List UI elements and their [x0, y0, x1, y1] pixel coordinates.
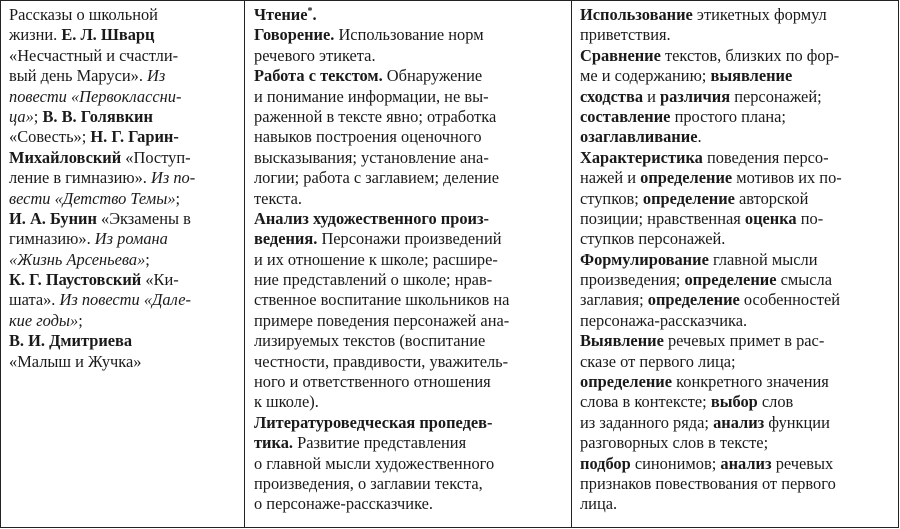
text-line — [580, 413, 892, 433]
text-run: и понимание информации, не вы- — [254, 86, 489, 106]
text-line — [9, 127, 238, 147]
text-run: честности, правдивости, уважитель- — [254, 351, 509, 371]
text-run: примере поведения персонажей ана- — [254, 310, 510, 330]
text-run: определение — [640, 168, 733, 188]
text-run: конкретного значения — [672, 372, 829, 392]
text-run: составление — [580, 106, 671, 126]
text-line — [580, 229, 892, 249]
text-run: Сравнение — [580, 45, 661, 65]
text-line — [254, 107, 565, 127]
text-run: Анализ художественного произ- — [254, 208, 490, 228]
text-run: вый день Маруси». — [9, 66, 148, 86]
text-run: речевого этикета. — [254, 45, 376, 65]
text-run: приветствия. — [580, 25, 671, 45]
text-run: определение — [647, 290, 740, 310]
text-run: определение — [580, 372, 673, 392]
text-run: признаков повествования от первого — [580, 473, 836, 493]
text-run: анализ — [713, 412, 765, 432]
text-run: ление в гимназию». — [9, 168, 152, 188]
text-run: жизни. — [9, 25, 62, 45]
text-run: простого плана; — [670, 106, 786, 126]
text-line — [580, 168, 892, 188]
text-run: К. Г. Паустовский — [9, 270, 142, 290]
text-run: Рассказы о школьной — [9, 5, 158, 24]
text-line — [254, 189, 565, 209]
text-line — [254, 5, 565, 25]
text-run: озаглавливание — [580, 127, 698, 147]
text-run: «Малыш и Жучка» — [9, 351, 142, 371]
text-run: вести «Детство Темы» — [9, 188, 176, 208]
text-run: Характеристика — [580, 147, 703, 167]
text-line — [254, 413, 565, 433]
text-run: сказе от первого лица; — [580, 351, 736, 371]
text-run: речевых — [771, 453, 834, 473]
text-run: определение — [684, 270, 777, 290]
text-run: Выявление — [580, 331, 664, 351]
text-run: «Несчастный и счастли- — [9, 45, 179, 65]
text-run: по- — [796, 208, 824, 228]
activities-column — [571, 1, 898, 527]
content-column — [244, 1, 571, 527]
text-run: к школе). — [254, 392, 319, 412]
text-run: слов — [757, 392, 794, 412]
text-run: Е. Л. Шварц — [61, 25, 155, 45]
text-line — [254, 392, 565, 412]
text-run: анализ — [720, 453, 772, 473]
text-run: выявление — [710, 66, 793, 86]
text-line — [254, 87, 565, 107]
text-line — [254, 454, 565, 474]
text-run: ступков; — [580, 188, 643, 208]
text-line — [580, 5, 892, 25]
text-run: Чтение — [254, 5, 308, 24]
text-line — [254, 494, 565, 514]
text-run: о главной мысли художественного — [254, 453, 495, 473]
text-line — [254, 270, 565, 290]
text-line — [9, 87, 238, 107]
text-line — [9, 25, 238, 45]
text-run: «Поступ- — [121, 147, 191, 167]
text-run: Развитие представления — [292, 433, 467, 453]
text-line — [580, 270, 892, 290]
text-run: ; — [175, 188, 181, 208]
text-run: ца» — [9, 106, 34, 126]
text-run: высказывания; установление ана- — [254, 147, 489, 167]
text-line — [9, 189, 238, 209]
text-run: особенностей — [739, 290, 841, 310]
text-run: В. В. Голявкин — [42, 106, 153, 126]
text-line — [9, 270, 238, 290]
text-run: текста. — [254, 188, 303, 208]
text-line — [9, 66, 238, 86]
text-run: Н. Г. Гарин- — [90, 127, 179, 147]
text-run: главной мысли — [708, 249, 818, 269]
text-line — [580, 474, 892, 494]
text-run: Из романа — [94, 229, 168, 249]
text-line — [580, 290, 892, 310]
text-run: нажей и — [580, 168, 641, 188]
text-run: различия — [660, 86, 731, 106]
text-run: персонажа-рассказчика. — [580, 310, 748, 330]
text-line — [580, 148, 892, 168]
text-run: ние представлений о школе; нрав- — [254, 270, 493, 290]
text-line — [580, 189, 892, 209]
text-run: ; — [33, 106, 43, 126]
text-line — [580, 107, 892, 127]
text-run: текстов, близких по фор- — [660, 45, 840, 65]
text-line — [580, 250, 892, 270]
text-run: определение — [642, 188, 735, 208]
text-run: «Экзамены в — [96, 208, 191, 228]
text-run: поведения персо- — [702, 147, 829, 167]
text-run: ведения. — [254, 229, 318, 249]
text-line — [254, 127, 565, 147]
text-run: сходства — [580, 86, 644, 106]
text-run: «Ки- — [141, 270, 179, 290]
text-run: . — [697, 127, 702, 147]
text-line — [254, 66, 565, 86]
text-run: раженной в тексте явно; отработка — [254, 106, 497, 126]
text-run: позиции; нравственная — [580, 208, 745, 228]
text-run: Литературоведческая пропедев- — [254, 412, 493, 432]
text-line — [580, 46, 892, 66]
text-run: тика. — [254, 433, 293, 453]
text-line — [580, 494, 892, 514]
text-run: о персонаже-рассказчике. — [254, 494, 433, 514]
text-line — [9, 290, 238, 310]
text-line — [580, 433, 892, 453]
text-run: синонимов; — [630, 453, 721, 473]
text-run: Работа с текстом. — [254, 66, 383, 86]
text-run: ного и ответственного отношения — [254, 372, 491, 392]
text-run: подбор — [580, 453, 631, 473]
text-line — [254, 229, 565, 249]
text-line — [9, 168, 238, 188]
text-line — [254, 474, 565, 494]
text-line — [254, 148, 565, 168]
text-run: Из по- — [151, 168, 196, 188]
text-run: заглавия; — [580, 290, 648, 310]
text-run: «Совесть»; — [9, 127, 91, 147]
text-line — [580, 352, 892, 372]
text-run: ственное воспитание школьников на — [254, 290, 510, 310]
text-line — [9, 209, 238, 229]
text-run: ступков персонажей. — [580, 229, 726, 249]
text-run: навыков построения оценочного — [254, 127, 482, 147]
text-run: гимназию». — [9, 229, 95, 249]
text-line — [254, 352, 565, 372]
text-run: Использование норм — [334, 25, 484, 45]
text-line — [9, 311, 238, 331]
text-line — [580, 454, 892, 474]
text-run: Персонажи произведений — [317, 229, 502, 249]
text-run: логии; работа с заглавием; деление — [254, 168, 499, 188]
text-line — [9, 5, 238, 25]
text-line — [254, 433, 565, 453]
text-run: Обнаружение — [382, 66, 483, 86]
text-run: произведения; — [580, 270, 685, 290]
text-run: В. И. Дмитриева — [9, 331, 133, 351]
text-run: и их отношение к школе; расшире- — [254, 249, 498, 269]
text-run: выбор — [710, 392, 758, 412]
text-run: из заданного ряда; — [580, 412, 714, 432]
text-line — [254, 311, 565, 331]
text-run: Из — [147, 66, 166, 86]
text-run: лица. — [580, 494, 618, 514]
text-line — [254, 209, 565, 229]
text-run: речевых примет в рас- — [663, 331, 825, 351]
text-line — [254, 372, 565, 392]
text-line — [580, 392, 892, 412]
text-line — [580, 372, 892, 392]
text-run: произведения, о заглавии текста, — [254, 473, 483, 493]
text-line — [9, 148, 238, 168]
text-run: слова в контексте; — [580, 392, 711, 412]
text-run: повести «Первоклассни- — [9, 86, 182, 106]
text-line — [254, 25, 565, 45]
text-line — [9, 250, 238, 270]
text-run: Говорение. — [254, 25, 335, 45]
text-line — [9, 46, 238, 66]
text-line — [254, 46, 565, 66]
text-run: Формулирование — [580, 249, 709, 269]
text-line — [9, 331, 238, 351]
text-line — [254, 290, 565, 310]
text-run: Использование — [580, 5, 693, 24]
text-line — [254, 250, 565, 270]
text-run: оценка — [744, 208, 797, 228]
text-run: И. А. Бунин — [9, 208, 97, 228]
text-line — [580, 331, 892, 351]
text-run: ме и содержанию; — [580, 66, 711, 86]
text-run: «Жизнь Арсеньева» — [9, 249, 146, 269]
text-line — [254, 331, 565, 351]
text-line — [254, 168, 565, 188]
text-line — [580, 127, 892, 147]
works-column — [1, 1, 244, 527]
text-line — [9, 107, 238, 127]
text-run: смысла — [776, 270, 832, 290]
text-line — [9, 352, 238, 372]
text-run: ; — [78, 310, 83, 330]
text-run: разговорных слов в тексте; — [580, 433, 769, 453]
text-run: * — [307, 6, 313, 17]
text-run: персонажей; — [730, 86, 822, 106]
text-run: Михайловский — [9, 147, 122, 167]
text-line — [580, 87, 892, 107]
text-run: Из повести «Дале- — [59, 290, 191, 310]
text-run: этикетных формул — [692, 5, 827, 24]
text-line — [9, 229, 238, 249]
text-line — [580, 25, 892, 45]
text-run: шата». — [9, 290, 60, 310]
text-run: и — [643, 86, 660, 106]
text-run: функции — [764, 412, 830, 432]
text-line — [580, 209, 892, 229]
text-run: авторской — [734, 188, 809, 208]
text-run: . — [312, 5, 317, 24]
text-line — [580, 311, 892, 331]
text-run: кие годы» — [9, 310, 79, 330]
text-run: лизируемых текстов (воспитание — [254, 331, 486, 351]
text-run: ; — [145, 249, 150, 269]
text-run: мотивов их по- — [732, 168, 842, 188]
text-line — [580, 66, 892, 86]
